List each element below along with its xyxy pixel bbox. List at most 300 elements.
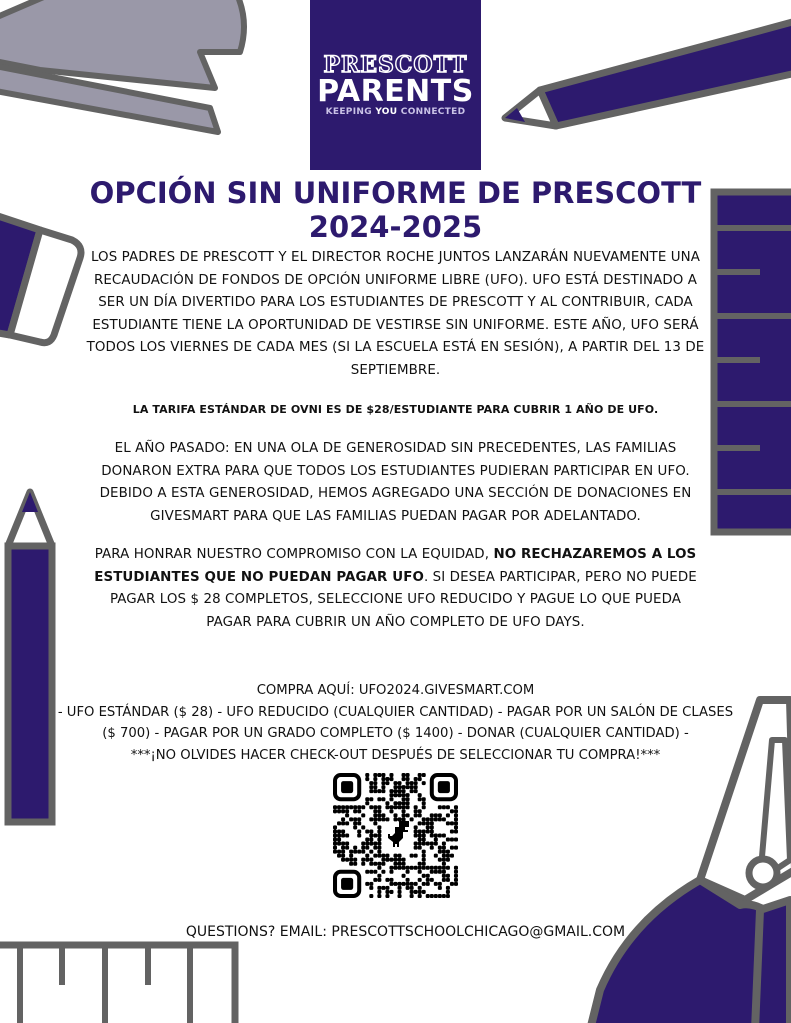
qr-module (402, 813, 406, 817)
qr-module (418, 890, 422, 894)
qr-module (357, 817, 361, 821)
qr-module (369, 894, 373, 898)
qr-module (385, 886, 389, 890)
qr-module (393, 882, 397, 886)
qr-module (414, 866, 418, 870)
qr-module (450, 809, 454, 813)
qr-module (365, 829, 369, 833)
qr-module (373, 870, 377, 874)
qr-module (385, 817, 389, 821)
qr-module (389, 805, 393, 809)
qr-module (365, 773, 369, 777)
qr-module (393, 862, 397, 866)
qr-module (438, 882, 442, 886)
qr-module (353, 846, 357, 850)
qr-module (418, 842, 422, 846)
qr-module (454, 817, 458, 821)
qr-module (381, 785, 385, 789)
qr-module (381, 862, 385, 866)
qr-module (377, 894, 381, 898)
qr-module (353, 862, 357, 866)
qr-module (454, 870, 458, 874)
qr-module (406, 781, 410, 785)
qr-module (406, 870, 410, 874)
equity-bold: NO RECHAZAREMOS A LOS ESTUDIANTES QUE NO PUEDAN PAGAR UFO (94, 547, 697, 585)
qr-module (398, 858, 402, 862)
qr-module (402, 809, 406, 813)
qr-module (434, 813, 438, 817)
qr-module (373, 817, 377, 821)
qr-module (454, 874, 458, 878)
qr-module (414, 809, 418, 813)
qr-module (381, 813, 385, 817)
qr-module (402, 793, 406, 797)
qr-module (414, 777, 418, 781)
qr-module (369, 842, 373, 846)
qr-module (410, 890, 414, 894)
qr-module (353, 809, 357, 813)
qr-module (365, 801, 369, 805)
qr-module (369, 858, 373, 862)
qr-module (446, 821, 450, 825)
qr-module (426, 821, 430, 825)
qr-module (353, 805, 357, 809)
qr-module (406, 777, 410, 781)
qr-module (393, 793, 397, 797)
stapler-icon (0, 0, 244, 132)
qr-module (377, 829, 381, 833)
checkout-reminder: ***¡NO OLVIDES HACER CHECK-OUT DESPUÉS DE SELECCIONAR TU COMPRA!*** (130, 747, 661, 763)
qr-finder (432, 775, 456, 799)
qr-module (345, 809, 349, 813)
qr-module (377, 862, 381, 866)
qr-module (446, 805, 450, 809)
qr-module (454, 829, 458, 833)
prescott-parents-logo (310, 0, 481, 170)
qr-module (406, 882, 410, 886)
qr-module (406, 797, 410, 801)
qr-module (349, 805, 353, 809)
qr-module (450, 821, 454, 825)
qr-module (402, 777, 406, 781)
qr-module (393, 817, 397, 821)
qr-module (422, 773, 426, 777)
qr-module (418, 866, 422, 870)
qr-module (369, 833, 373, 837)
qr-module (406, 886, 410, 890)
qr-module (430, 878, 434, 882)
qr-module (365, 846, 369, 850)
qr-module (377, 789, 381, 793)
qr-module (398, 854, 402, 858)
qr-module (377, 878, 381, 882)
qr-module (337, 854, 341, 858)
qr-module (345, 842, 349, 846)
qr-module (450, 854, 454, 858)
qr-module (385, 878, 389, 882)
purchase-info (30, 680, 761, 766)
qr-module (341, 833, 345, 837)
qr-module (373, 854, 377, 858)
qr-module (398, 866, 402, 870)
qr-module (422, 797, 426, 801)
qr-module (389, 882, 393, 886)
qr-module (438, 817, 442, 821)
qr-module (430, 833, 434, 837)
qr-module (422, 890, 426, 894)
qr-module (402, 805, 406, 809)
qr-module (434, 833, 438, 837)
qr-module (406, 801, 410, 805)
qr-module (414, 842, 418, 846)
qr-module (365, 842, 369, 846)
qr-module (406, 878, 410, 882)
qr-module (422, 838, 426, 842)
qr-module (385, 805, 389, 809)
logo-tagline (310, 107, 481, 117)
qr-module (426, 825, 430, 829)
qr-module (410, 894, 414, 898)
qr-module (454, 813, 458, 817)
qr-module (369, 850, 373, 854)
qr-module (365, 777, 369, 781)
qr-module (418, 809, 422, 813)
qr-module (450, 829, 454, 833)
qr-module (438, 870, 442, 874)
qr-module (422, 833, 426, 837)
qr-module (430, 846, 434, 850)
qr-module (398, 886, 402, 890)
qr-module (353, 817, 357, 821)
qr-module (333, 838, 337, 842)
qr-module (357, 805, 361, 809)
tagline-bold: YOU (375, 107, 398, 117)
qr-module (422, 781, 426, 785)
qr-module (377, 866, 381, 870)
qr-module (398, 781, 402, 785)
qr-module (341, 821, 345, 825)
qr-module (418, 878, 422, 882)
qr-module (385, 858, 389, 862)
qr-module (345, 858, 349, 862)
qr-module (422, 821, 426, 825)
qr-module (414, 789, 418, 793)
qr-module (442, 817, 446, 821)
qr-module (422, 874, 426, 878)
equity-pre: PARA HONRAR NUESTRO COMPROMISO CON LA EQUIDAD, (94, 547, 494, 562)
qr-module (454, 821, 458, 825)
qr-module (414, 890, 418, 894)
qr-module (365, 854, 369, 858)
qr-module (398, 789, 402, 793)
qr-module (337, 805, 341, 809)
qr-module (345, 813, 349, 817)
qr-module (361, 858, 365, 862)
qr-module (333, 833, 337, 837)
qr-module (446, 890, 450, 894)
purchase-link[interactable]: COMPRA AQUÍ: UFO2024.GIVESMART.COM (256, 683, 535, 698)
qr-module (381, 870, 385, 874)
qr-module (341, 805, 345, 809)
purchase-options-line-1: - UFO ESTÁNDAR ($ 28) - UFO REDUCIDO (CUALQUIER CANTIDAD) - PAGAR POR UN SALÓN DE CLASES (57, 704, 734, 720)
qr-module (430, 894, 434, 898)
qr-module (373, 862, 377, 866)
qr-module (410, 854, 414, 858)
qr-module (377, 809, 381, 813)
qr-module (393, 866, 397, 870)
qr-module (422, 850, 426, 854)
qr-module (398, 890, 402, 894)
qr-module (345, 805, 349, 809)
qr-module (430, 829, 434, 833)
qr-module (369, 781, 373, 785)
qr-module (434, 894, 438, 898)
qr-module (434, 817, 438, 821)
qr-module (333, 825, 337, 829)
qr-module (373, 781, 377, 785)
qr-module (381, 817, 385, 821)
qr-module (442, 850, 446, 854)
qr-module (410, 866, 414, 870)
qr-module (406, 773, 410, 777)
qr-module (389, 773, 393, 777)
tagline-pre: KEEPING (325, 107, 376, 117)
questions-email[interactable]: QUESTIONS? EMAIL: PRESCOTTSCHOOLCHICAGO@GMAIL.COM (185, 924, 626, 940)
qr-module (377, 805, 381, 809)
qr-module (377, 846, 381, 850)
qr-module (438, 850, 442, 854)
qr-module (418, 821, 422, 825)
qr-module (377, 854, 381, 858)
qr-module (369, 789, 373, 793)
qr-module (434, 854, 438, 858)
qr-module (365, 882, 369, 886)
qr-module (446, 854, 450, 858)
qr-module (430, 870, 434, 874)
qr-module (377, 838, 381, 842)
qr-module (373, 789, 377, 793)
standard-rate-note: LA TARIFA ESTÁNDAR DE OVNI ES DE $28/ESTUDIANTE PARA CUBRIR 1 AÑO DE UFO. (132, 403, 659, 416)
qr-module (369, 805, 373, 809)
qr-module (454, 878, 458, 882)
qr-finder (335, 775, 359, 799)
qr-module (357, 850, 361, 854)
qr-module (422, 805, 426, 809)
logo-line-prescott: PRESCOTT (323, 52, 468, 78)
qr-module (353, 825, 357, 829)
qr-module (369, 838, 373, 842)
qr-module (402, 801, 406, 805)
qr-module (438, 805, 442, 809)
intro-paragraph: LOS PADRES DE PRESCOTT Y EL DIRECTOR ROCHE JUNTOS LANZARÁN NUEVAMENTE UNA RECAUDACIÓN DE FONDOS DE OPCIÓN UNIFORME LIBRE (UFO). UFO ESTÁ DESTINADO A SER UN DÍA DIVERTIDO PARA LOS ESTUDIANTES DE PRESCOTT Y AL CONTRIBUIR, CADA ESTUDIANTE TIENE LA OPORTUNIDAD DE VESTIRSE SIN UNIFORME. ESTE AÑO, UFO SERÁ TODOS LOS VIERNES DE CADA MES (SI LA ESCUELA ESTÁ EN SESIÓN), A PARTIR DEL 13 DE SEPTIEMBRE. (86, 250, 705, 378)
qr-finder (335, 872, 359, 896)
qr-module (422, 817, 426, 821)
qr-module (430, 866, 434, 870)
qr-module (389, 797, 393, 801)
qr-module (361, 813, 365, 817)
qr-module (389, 866, 393, 870)
qr-module (454, 825, 458, 829)
qr-module (402, 785, 406, 789)
qr-module (446, 850, 450, 854)
qr-module (422, 866, 426, 870)
qr-module (349, 858, 353, 862)
qr-module (410, 781, 414, 785)
qr-module (442, 894, 446, 898)
qr-module (422, 882, 426, 886)
qr-module (398, 862, 402, 866)
qr-module (389, 870, 393, 874)
qr-module (381, 886, 385, 890)
qr-module (426, 878, 430, 882)
qr-module (430, 821, 434, 825)
qr-module (389, 809, 393, 813)
qr-module (369, 785, 373, 789)
qr-module (434, 866, 438, 870)
qr-module (341, 817, 345, 821)
qr-module (414, 813, 418, 817)
qr-module (377, 825, 381, 829)
qr-module (442, 854, 446, 858)
qr-module (361, 862, 365, 866)
qr-module (418, 870, 422, 874)
qr-module (381, 789, 385, 793)
qr-module (426, 817, 430, 821)
qr-module (373, 833, 377, 837)
qr-module (373, 785, 377, 789)
qr-module (426, 882, 430, 886)
qr-module (341, 858, 345, 862)
qr-module (385, 890, 389, 894)
qr-module (393, 801, 397, 805)
qr-module (414, 805, 418, 809)
qr-module (349, 854, 353, 858)
qr-module (389, 789, 393, 793)
qr-module (361, 842, 365, 846)
qr-module (393, 785, 397, 789)
qr-module (373, 813, 377, 817)
qr-module (389, 793, 393, 797)
qr-module (361, 825, 365, 829)
qr-module (446, 894, 450, 898)
qr-module (365, 797, 369, 801)
qr-module (381, 854, 385, 858)
qr-module (446, 886, 450, 890)
qr-module (365, 858, 369, 862)
qr-module (385, 894, 389, 898)
qr-module (349, 862, 353, 866)
qr-module (418, 797, 422, 801)
qr-module (434, 870, 438, 874)
pencil-left-icon (8, 492, 52, 822)
qr-module (438, 846, 442, 850)
qr-module (454, 838, 458, 842)
qr-module (402, 874, 406, 878)
qr-module (381, 858, 385, 862)
qr-module (418, 833, 422, 837)
qr-module (369, 797, 373, 801)
qr-module (410, 789, 414, 793)
qr-module (361, 805, 365, 809)
qr-module (369, 870, 373, 874)
qr-module (337, 850, 341, 854)
qr-module (454, 866, 458, 870)
qr-module (426, 874, 430, 878)
qr-module (430, 817, 434, 821)
qr-module (442, 862, 446, 866)
qr-module (393, 781, 397, 785)
qr-module (333, 809, 337, 813)
qr-module (398, 805, 402, 809)
qr-module (438, 866, 442, 870)
qr-module (450, 838, 454, 842)
qr-module (402, 858, 406, 862)
qr-module (333, 805, 337, 809)
qr-module (393, 805, 397, 809)
qr-module (385, 854, 389, 858)
qr-module (402, 817, 406, 821)
qr-module (446, 813, 450, 817)
qr-module (373, 878, 377, 882)
qr-module (406, 793, 410, 797)
qr-module (377, 842, 381, 846)
qr-module (418, 886, 422, 890)
qr-module (418, 894, 422, 898)
qr-module (345, 846, 349, 850)
qr-module (418, 773, 422, 777)
qr-module (454, 805, 458, 809)
qr-module (369, 886, 373, 890)
qr-module (426, 829, 430, 833)
qr-module (337, 838, 341, 842)
qr-module (438, 833, 442, 837)
qr-module (373, 805, 377, 809)
qr-module (406, 805, 410, 809)
qr-code[interactable] (333, 773, 458, 898)
qr-module (418, 813, 422, 817)
qr-module (422, 854, 426, 858)
qr-module (426, 866, 430, 870)
dinosaur-icon (388, 821, 409, 847)
qr-module (373, 773, 377, 777)
qr-module (402, 866, 406, 870)
qr-module (333, 846, 337, 850)
qr-module (385, 801, 389, 805)
qr-module (434, 882, 438, 886)
qr-module (357, 821, 361, 825)
qr-module (373, 777, 377, 781)
qr-module (337, 821, 341, 825)
qr-module (341, 846, 345, 850)
qr-module (381, 781, 385, 785)
qr-module (381, 797, 385, 801)
qr-module (398, 785, 402, 789)
qr-module (377, 850, 381, 854)
last-year-paragraph: EL AÑO PASADO: EN UNA OLA DE GENEROSIDAD SIN PRECEDENTES, LAS FAMILIAS DONARON EXTRA PARA QUE TODOS LOS ESTUDIANTES PUDIERAN PARTICIPAR EN UFO. DEBIDO A ESTA GENEROSIDAD, HEMOS AGREGADO UNA SECCIÓN DE DONACIONES EN GIVESMART PARA QUE LAS FAMILIAS PUEDAN PAGAR POR ADELANTADO. (99, 441, 692, 524)
qr-module (446, 866, 450, 870)
qr-module (422, 862, 426, 866)
qr-module (365, 870, 369, 874)
qr-module (446, 878, 450, 882)
qr-module (393, 789, 397, 793)
qr-module (454, 882, 458, 886)
qr-module (369, 829, 373, 833)
qr-module (393, 858, 397, 862)
qr-module (410, 886, 414, 890)
qr-module (454, 809, 458, 813)
qr-module (418, 829, 422, 833)
qr-module (345, 833, 349, 837)
